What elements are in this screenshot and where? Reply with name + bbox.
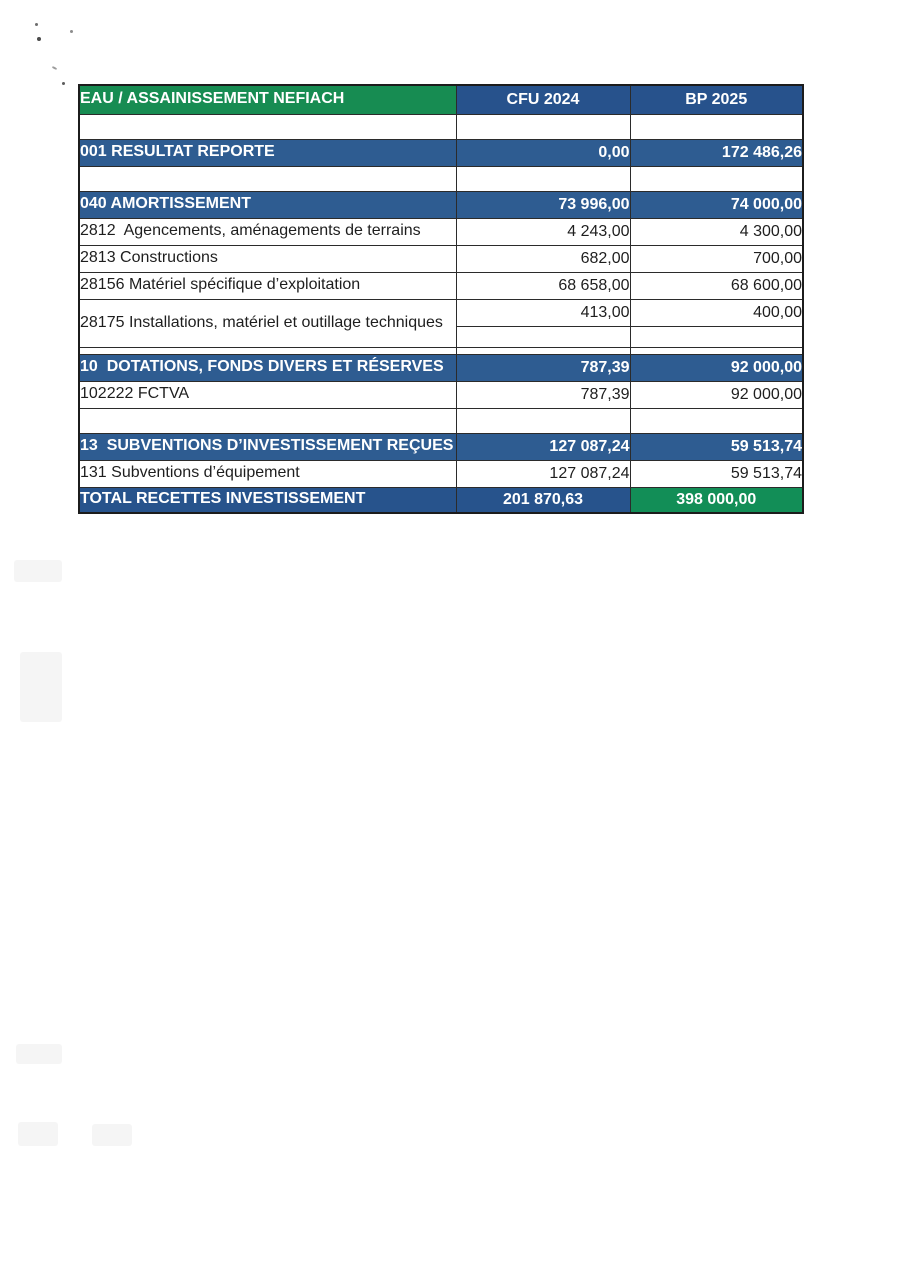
- row-28156-materiel-specifique-exploitation: [79, 272, 803, 299]
- row-column-header: [79, 85, 803, 114]
- scan-smudge: [16, 1044, 62, 1064]
- row-spacer-3: [79, 347, 803, 354]
- cfu-value: 787,39: [456, 381, 630, 408]
- bp-value: 172 486,26: [630, 139, 803, 166]
- empty-bp-cell: [630, 166, 803, 191]
- bp-value: 68 600,00: [630, 272, 803, 299]
- scan-smudge: [92, 1124, 132, 1146]
- empty-cfu-cell: [456, 166, 630, 191]
- bp-value: 74 000,00: [630, 191, 803, 218]
- bp-value: 92 000,00: [630, 381, 803, 408]
- row-102222-fctva: [79, 381, 803, 408]
- cfu-value: 127 087,24: [456, 460, 630, 487]
- row-28175-installations-materiel-outillage: [79, 299, 803, 326]
- empty-label-cell: [79, 347, 456, 354]
- row-13-subventions-investissement-recues: [79, 433, 803, 460]
- scan-smudge: [18, 1122, 58, 1146]
- row-label: 131 Subventions d’équipement: [79, 460, 456, 487]
- scan-artifact-dot: [35, 23, 38, 26]
- row-total-recettes-investissement: [79, 487, 803, 513]
- bp-value: 700,00: [630, 245, 803, 272]
- row-label: 13 SUBVENTIONS D’INVESTISSEMENT REÇUES: [79, 433, 456, 460]
- bp-value: 59 513,74: [630, 433, 803, 460]
- cfu-value: 682,00: [456, 245, 630, 272]
- table-title-cell: EAU / ASSAINISSEMENT NEFIACH: [79, 85, 456, 114]
- total-cfu-value: 201 870,63: [456, 487, 630, 513]
- cfu-value: 787,39: [456, 354, 630, 381]
- scan-smudge: [20, 652, 62, 722]
- cfu-value: 413,00: [456, 299, 630, 326]
- empty-label-cell: [79, 114, 456, 139]
- scan-artifact-mark: [52, 66, 57, 70]
- cfu-value: 73 996,00: [456, 191, 630, 218]
- cfu-value: 68 658,00: [456, 272, 630, 299]
- cfu-value: 0,00: [456, 139, 630, 166]
- scan-smudge: [14, 560, 62, 582]
- row-label: 2812 Agencements, aménagements de terrains: [79, 218, 456, 245]
- scan-artifact-dot: [70, 30, 73, 33]
- row-label: 040 AMORTISSEMENT: [79, 191, 456, 218]
- empty-cfu-cell: [456, 408, 630, 433]
- row-label: 2813 Constructions: [79, 245, 456, 272]
- row-label: 28175 Installations, matériel et outillage techniques: [79, 299, 456, 347]
- cfu-2024-column-header: CFU 2024: [456, 85, 630, 114]
- row-001-resultat-reporte: [79, 139, 803, 166]
- empty-bp-cell: [630, 408, 803, 433]
- scan-artifact-dot: [37, 37, 41, 41]
- row-label: 001 RESULTAT REPORTE: [79, 139, 456, 166]
- row-label: 102222 FCTVA: [79, 381, 456, 408]
- bp-2025-column-header: BP 2025: [630, 85, 803, 114]
- row-label: 28156 Matériel spécifique d’exploitation: [79, 272, 456, 299]
- budget-table-body: [79, 85, 803, 513]
- row-spacer-1: [79, 114, 803, 139]
- empty-label-cell: [79, 166, 456, 191]
- empty-cfu-cell: [456, 347, 630, 354]
- row-131-subventions-equipement: [79, 460, 803, 487]
- empty-bp-cell: [630, 114, 803, 139]
- empty-label-cell: [79, 408, 456, 433]
- budget-table: [78, 84, 804, 514]
- total-label-cell: TOTAL RECETTES INVESTISSEMENT: [79, 487, 456, 513]
- bp-value: 92 000,00: [630, 354, 803, 381]
- empty-cfu-cell: [456, 326, 630, 347]
- bp-value: 400,00: [630, 299, 803, 326]
- bp-value: 4 300,00: [630, 218, 803, 245]
- total-bp-value: 398 000,00: [630, 487, 803, 513]
- row-10-dotations-fonds-divers-reserves: [79, 354, 803, 381]
- row-2813-constructions: [79, 245, 803, 272]
- bp-value: 59 513,74: [630, 460, 803, 487]
- row-spacer-2: [79, 166, 803, 191]
- row-label: 10 DOTATIONS, FONDS DIVERS ET RÉSERVES: [79, 354, 456, 381]
- cfu-value: 4 243,00: [456, 218, 630, 245]
- scan-artifact-dot: [62, 82, 65, 85]
- row-040-amortissement: [79, 191, 803, 218]
- empty-bp-cell: [630, 326, 803, 347]
- row-2812-agencements-amenagements-de-terrains: [79, 218, 803, 245]
- cfu-value: 127 087,24: [456, 433, 630, 460]
- row-spacer-4: [79, 408, 803, 433]
- empty-bp-cell: [630, 347, 803, 354]
- empty-cfu-cell: [456, 114, 630, 139]
